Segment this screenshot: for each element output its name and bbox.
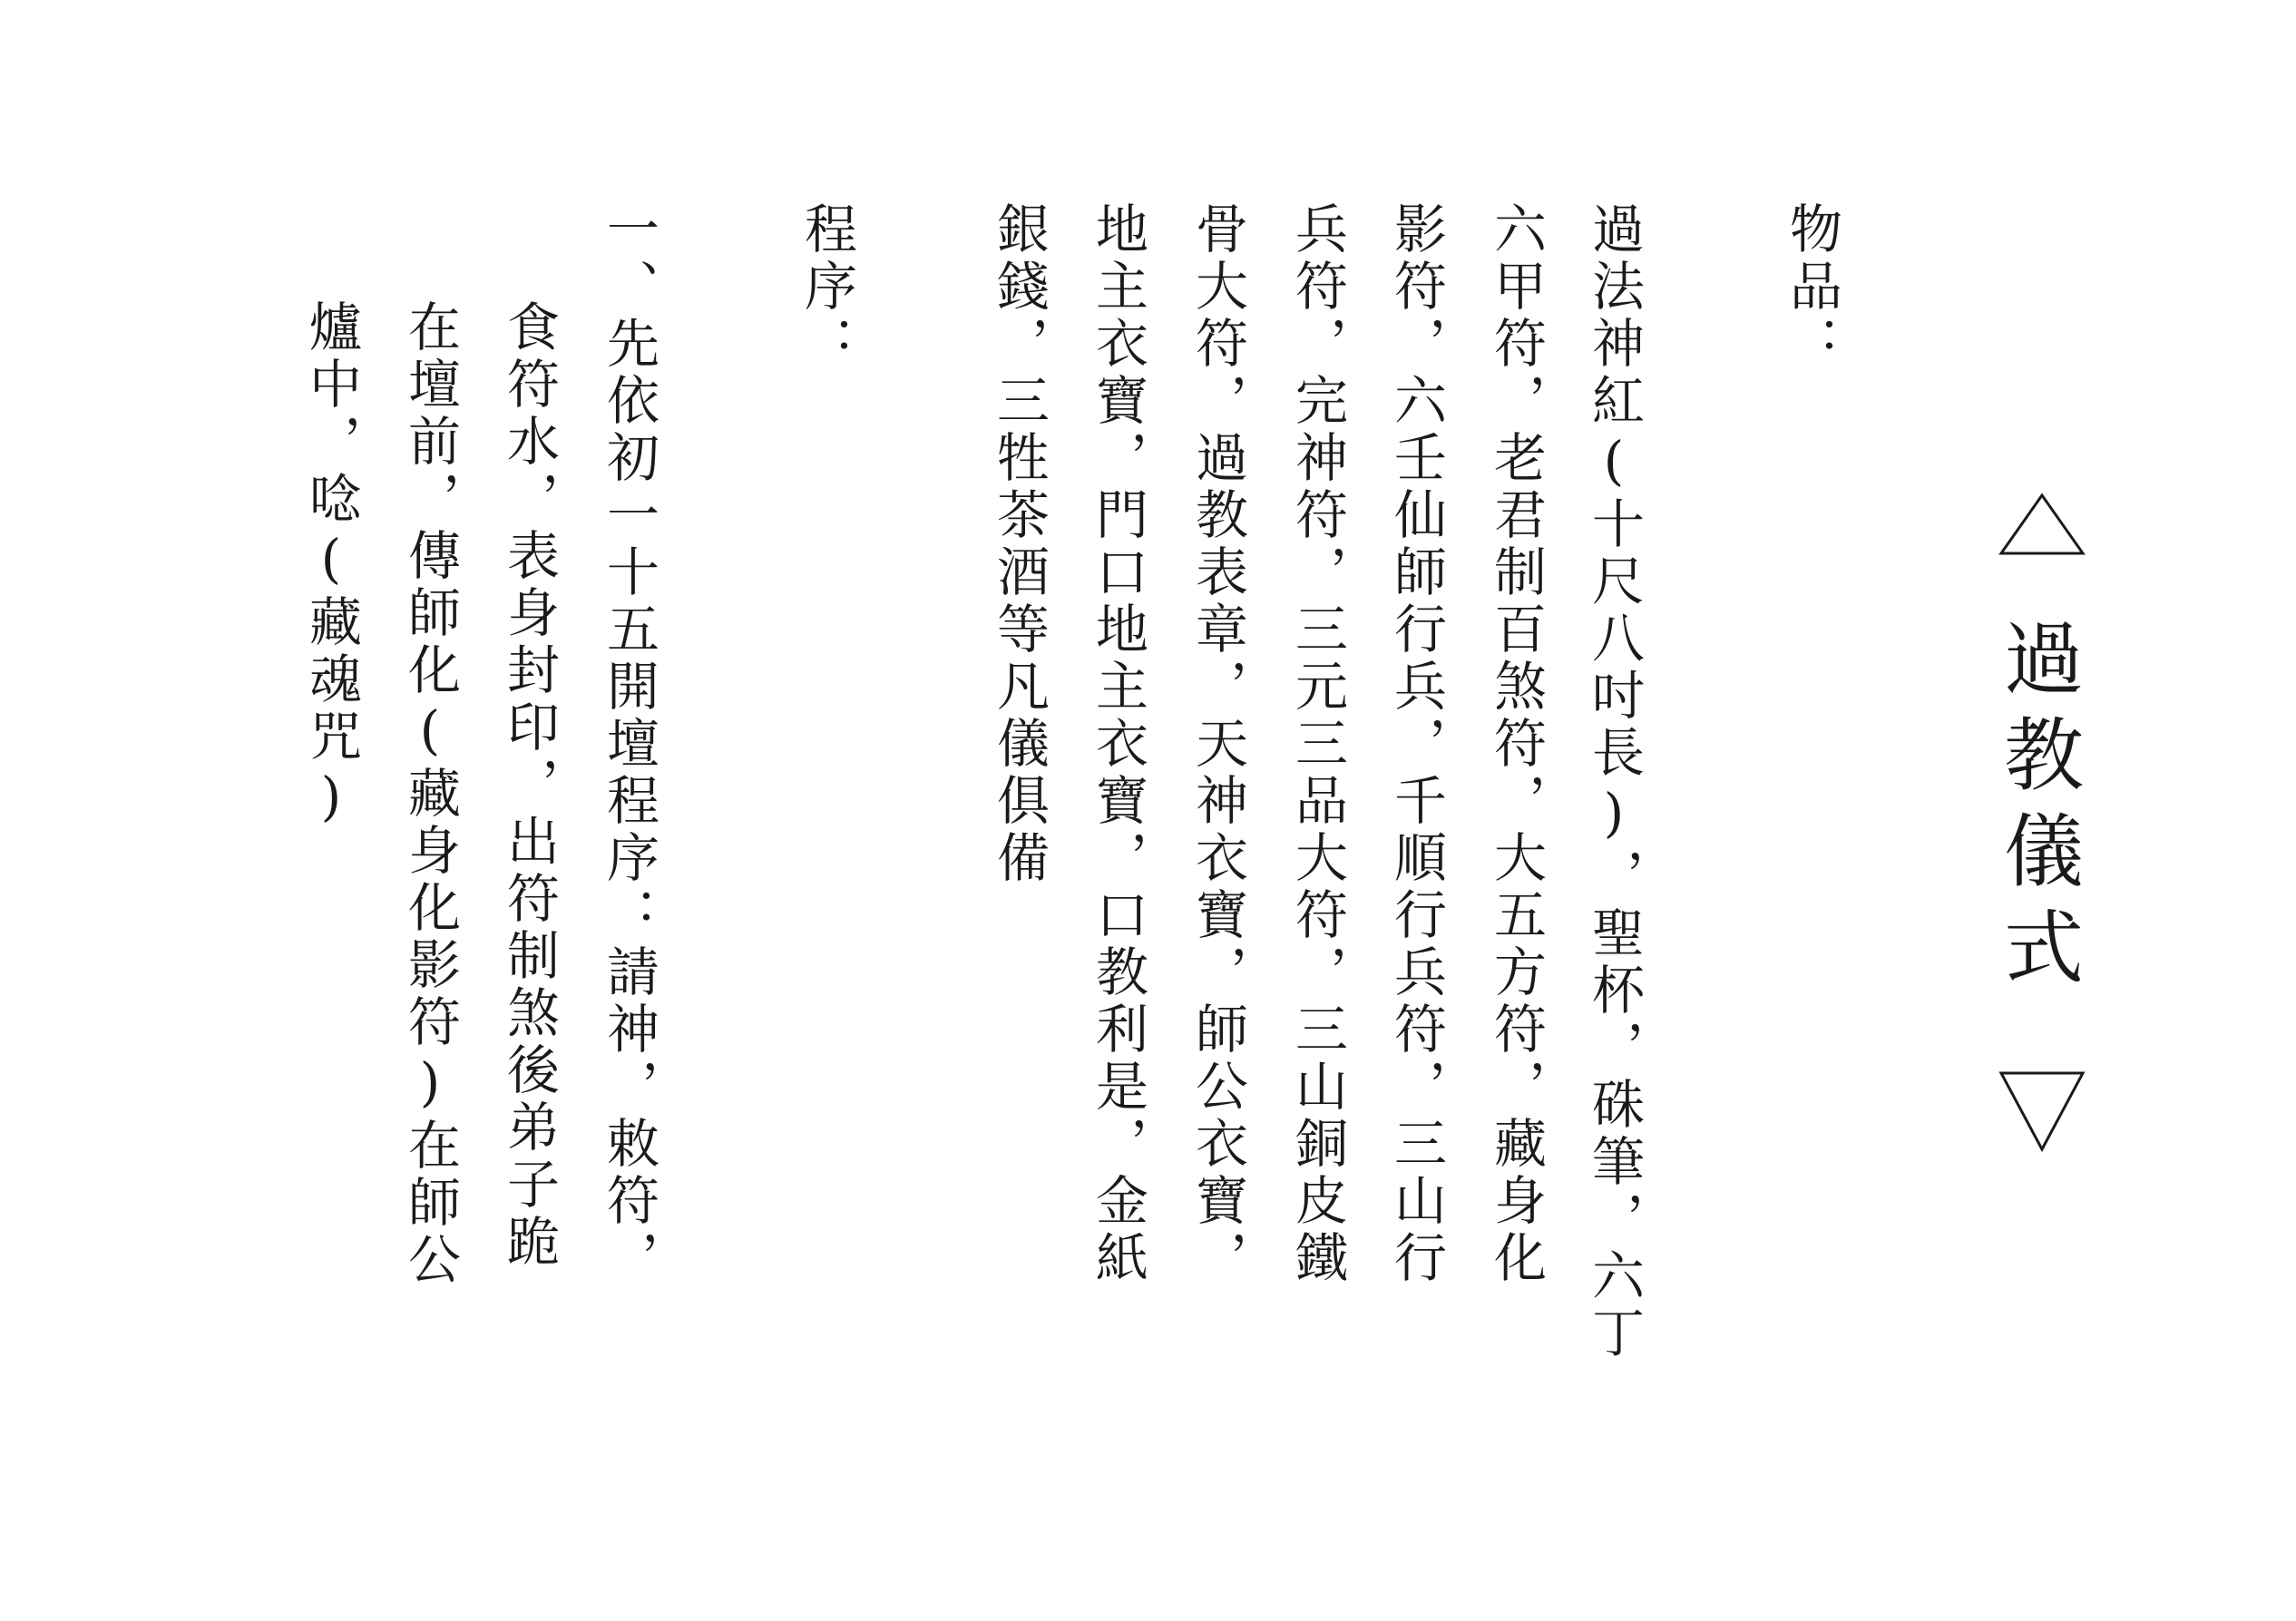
procedure-line-2: 食符水，表身封印，出符制煞後弟子跪 <box>498 299 560 1271</box>
procedure-line-1: 一、先依初一十五開壇程序：請神，敕符， <box>598 201 659 1287</box>
procedure-heading: 程序： <box>796 201 857 373</box>
items-line-1: 過法神紅(十尺八吋長)，聖杯，硃筆，六丁 <box>1583 201 1645 1362</box>
procedure-line-3: 在壇前，傳師化(藏身化影符)在師公 <box>399 299 461 1289</box>
items-line-6: 地主衣寶，門口地主衣寶，口教利是，金紙 <box>1087 201 1148 1287</box>
items-line-3: 影符，六壬仙師行兵，千順行兵符，三山行 <box>1385 201 1447 1287</box>
items-heading: 物品： <box>1781 201 1842 373</box>
procedure-line-4: 爐中，唸(藏魂咒) <box>300 299 362 832</box>
items-line-2: 六甲符，老君制百煞符，大五方符，藏身化 <box>1485 201 1547 1287</box>
title-block <box>1991 490 2085 1034</box>
page-title: 過教儀式 <box>1991 617 2085 1001</box>
items-line-4: 兵符，完神符，三元三品大符，三山銅皮鐵 <box>1286 201 1348 1287</box>
items-line-7: 銀錢，三牲茶酒等凡儀俱備 <box>988 201 1050 887</box>
items-line-5: 骨大符，過教表章，天神衣寶，師公衣寶， <box>1187 201 1248 1287</box>
